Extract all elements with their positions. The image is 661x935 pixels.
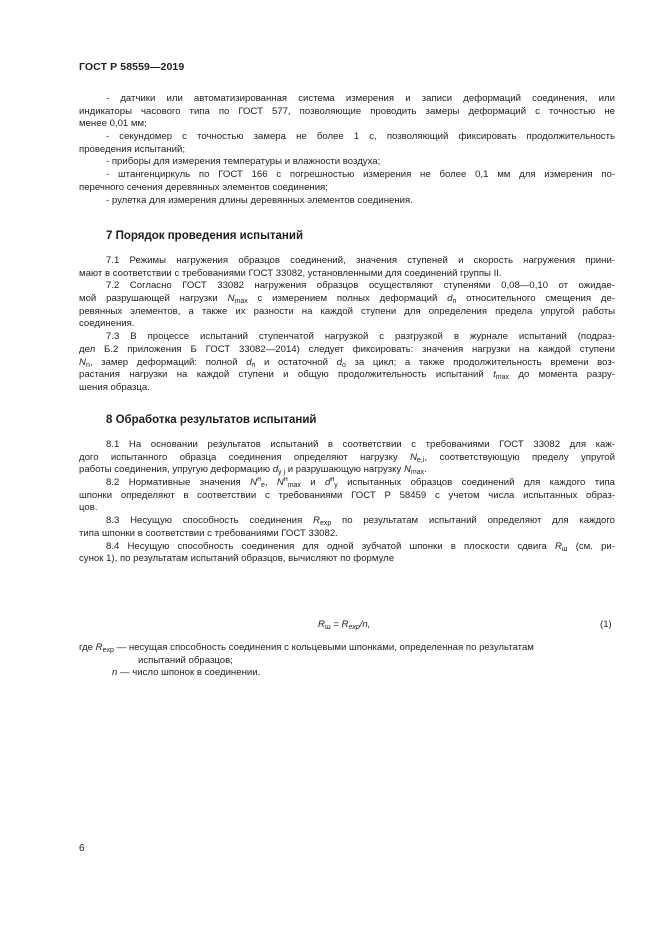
paragraph-line: ревянных элементов, а также их разности на каждой ступени для определения предела упругой работы xyxy=(79,305,615,317)
paragraph-line: шпонки определяют в соответствии с требованиями ГОСТ Р 58459 с учетом числа испытанных образ- xyxy=(79,489,615,501)
text-run: по результатам испытаний определяют для каждого xyxy=(331,515,616,527)
text-run: и разрушающую нагрузку xyxy=(285,464,404,476)
symbol-n: n xyxy=(112,667,118,679)
text-run: (см. ри- xyxy=(567,540,615,552)
text-run: до момента разру- xyxy=(509,369,615,381)
paragraph-line: дел Б.2 приложения Б ГОСТ 33082—2014) следует фиксировать: значения нагрузки на каждой ступени xyxy=(79,343,615,355)
text-run: мой разрушающей нагрузки xyxy=(79,293,228,305)
list-item: - секундомер с точностью замера не более 1 с, позволяющий фиксировать продолжительность xyxy=(106,131,615,143)
text-run: — несущая способность соединения с кольцевыми шпонками, определенная по результатам xyxy=(113,642,534,653)
symbol-N: N xyxy=(227,293,235,305)
text-run: дого испытанного образца соединения определяют нагрузку xyxy=(79,451,411,463)
paragraph-line xyxy=(79,452,615,465)
paragraph-line: 8.1 На основании результатов испытаний в соответствии с требованиями ГОСТ 33082 для каж- xyxy=(106,439,615,450)
subscript: exp xyxy=(319,520,332,528)
text-run: 8.4 Несущую способность соединения для одной зубчатой шпонки в плоскости сдвига xyxy=(106,540,555,552)
superscript: н xyxy=(283,476,288,484)
text-run: и xyxy=(300,477,325,489)
subscript: e,i xyxy=(417,456,425,464)
paragraph-line xyxy=(79,541,615,554)
paragraph-line: типа шпонки в соответствии с требованиями ГОСТ 33082. xyxy=(79,527,338,539)
subscript: max xyxy=(495,374,510,382)
text-run: , соответствующую пределу упругой xyxy=(424,451,615,463)
symbol-R: R xyxy=(313,515,320,527)
section-7-title: 7 Порядок проведения испытаний xyxy=(106,230,304,242)
list-item-cont: перечного сечения деревянных элементов соединения; xyxy=(79,181,328,193)
text-run: где xyxy=(79,642,96,653)
formula-1 xyxy=(318,619,370,630)
list-item-cont: проведения испытаний; xyxy=(79,143,185,155)
section-8-title: 8 Обработка результатов испытаний xyxy=(106,414,317,426)
list-item-cont: индикаторы часового типа по ГОСТ 577, позволяющие проводить замеры деформаций с точностью не xyxy=(79,105,615,117)
paragraph-line: мают в соответствии с требованиями ГОСТ 33082, установленными для соединений группы II. xyxy=(79,267,502,279)
formula-number: (1) xyxy=(600,619,612,630)
equipment-list xyxy=(79,93,615,207)
subscript: y xyxy=(334,482,338,490)
symbol-R: R xyxy=(95,642,103,653)
paragraph-line xyxy=(79,357,615,370)
subscript: п xyxy=(251,361,256,369)
subscript: max xyxy=(234,298,248,306)
subscript: max xyxy=(410,469,425,477)
text-run: работы соединения, упругую деформацию xyxy=(79,464,273,476)
subscript: ш xyxy=(324,624,331,631)
subscript: о xyxy=(341,361,346,369)
text-run: — число шпонок в соединении. xyxy=(117,667,261,679)
list-item: - штангенциркуль по ГОСТ 166 с погрешностью измерения не более 0,1 мм для измерения по- xyxy=(106,169,615,181)
page-number: 6 xyxy=(79,843,85,854)
section-8-body xyxy=(79,439,615,566)
list-item: - рулетка для измерения длины деревянных элементов соединения. xyxy=(106,194,413,206)
paragraph-line xyxy=(79,369,615,382)
text-run: относительного смещения де- xyxy=(456,293,616,305)
equals-sign: = xyxy=(330,619,342,630)
paragraph-line: соединения. xyxy=(79,318,135,330)
symbol-d: d xyxy=(325,477,331,489)
definition-line: испытаний образцов; xyxy=(138,654,233,666)
symbol-R: R xyxy=(341,619,349,630)
formula-tail: /n, xyxy=(359,619,371,630)
subscript: exp xyxy=(102,647,114,654)
list-item: - приборы для измерения температуры и влажности воздуха; xyxy=(106,156,381,168)
paragraph-line: 7.1 Режимы нагружения образцов соединений, значения ступеней и скорость нагружения прини- xyxy=(106,255,615,266)
subscript: max xyxy=(287,482,301,490)
where-block xyxy=(79,642,615,680)
symbol-N: N xyxy=(403,464,411,476)
symbol-t: t xyxy=(493,369,496,381)
symbol-N: N xyxy=(250,477,258,489)
text-run: , замер деформаций: полной xyxy=(89,356,247,368)
paragraph-line xyxy=(79,464,615,477)
definition-line xyxy=(79,642,615,655)
paragraph-line: сунок 1), по результатам испытаний образцов, вычисляют по формуле xyxy=(79,553,395,565)
text-run: 8.2 Нормативные значения xyxy=(106,477,251,489)
text-run: . xyxy=(424,464,427,476)
paragraph-line xyxy=(79,293,615,306)
text-run: с измерением полных деформаций xyxy=(247,293,448,305)
symbol-d: d xyxy=(272,464,279,476)
section-7-body xyxy=(79,255,615,395)
superscript: н xyxy=(257,476,261,484)
definition-line xyxy=(79,667,615,680)
symbol-d: d xyxy=(336,356,342,368)
list-item: - датчики или автоматизированная система измерения и записи деформаций соединения, или xyxy=(106,93,615,104)
text-run: и остаточной xyxy=(255,356,337,368)
subscript: ш xyxy=(561,545,568,553)
symbol-R: R xyxy=(318,619,325,630)
subscript: y j xyxy=(278,469,286,477)
symbol-d: d xyxy=(447,293,453,305)
paragraph-line: 8.2 Нормативные значения $N^н_e$, $N^н_{max}$ и $d^н_y$ испытанных образцов соединений для каждого типа xyxy=(106,476,615,490)
subscript: e xyxy=(260,482,265,490)
subscript: п xyxy=(452,298,457,306)
paragraph-line: шения образца. xyxy=(79,381,150,393)
text-run: растания нагрузки на каждой ступени и общую продолжительность испытаний xyxy=(79,369,494,381)
superscript: н xyxy=(330,476,335,484)
paragraph-line: цов. xyxy=(79,502,98,514)
paragraph-line: 7.3 В процессе испытаний ступенчатой нагрузкой с разгрузкой в журнале испытаний (подраз- xyxy=(106,331,615,343)
list-item-cont: менее 0,01 мм; xyxy=(79,118,147,130)
symbol-d: d xyxy=(246,356,252,368)
paragraph-line xyxy=(79,515,615,528)
subscript: n xyxy=(85,361,90,369)
text-run: испытанных образцов соединений для каждого типа xyxy=(337,477,615,489)
symbol-R: R xyxy=(554,540,562,552)
symbol-N: N xyxy=(410,451,418,463)
text-run: 8.3 Несущую способность соединения xyxy=(106,515,313,527)
paragraph-line: 7.2 Согласно ГОСТ 33082 нагружения образцов осуществляют ступенями 0,08—0,10 от ожидае- xyxy=(106,280,615,292)
document-header: ГОСТ Р 58559—2019 xyxy=(79,61,185,73)
text-run: за цикл; а также продолжительность времени воз- xyxy=(345,356,615,368)
symbol-N: N xyxy=(276,477,284,489)
symbol-N: N xyxy=(79,356,86,368)
subscript: exp xyxy=(348,624,360,631)
